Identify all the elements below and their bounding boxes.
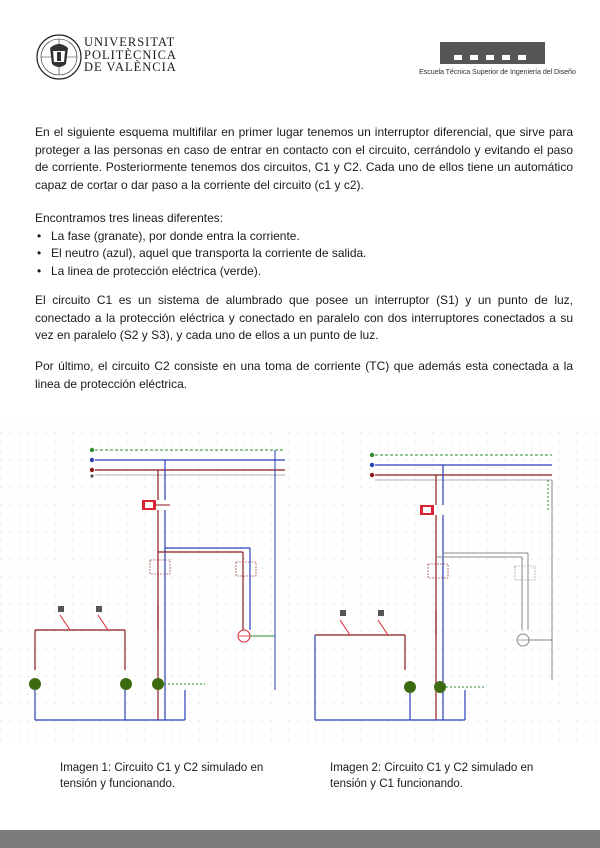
lines-intro: Encontramos tres lineas diferentes: <box>35 211 224 225</box>
list-item: • El neutro (azul), aquel que transporta la corriente de salida. <box>35 245 573 263</box>
school-name: Escuela Técnica Superior de Ingeniería del Diseño <box>419 67 576 76</box>
etsid-logo-icon <box>440 42 545 64</box>
university-line-3: DE VALÈNCIA <box>84 60 177 74</box>
caption-image-2: Imagen 2: Circuito C1 y C2 simulado en tensión y C1 funcionando. <box>330 762 534 790</box>
page-header <box>0 0 600 100</box>
paragraph-2 <box>35 210 573 280</box>
upv-seal-icon <box>36 34 82 80</box>
paragraph-1: En el siguiente esquema multifilar en primer lugar tenemos un interruptor diferencial, que sirve para proteger a las personas en caso de entrar en contacto con el circuito, cerrándolo y evitando el paso de corriente. Posteriormente tenemos dos circuitos, C1 y C2. Cada uno de ellos tiene un automático capaz de cortar o dar paso a la corriente del circuito (c1 y c2). <box>35 125 573 192</box>
university-name <box>84 36 194 74</box>
university-line-2: POLITÈCNICA <box>84 47 177 62</box>
lines-list <box>35 228 573 281</box>
footer-bar <box>0 830 600 848</box>
paragraph-4: Por último, el circuito C2 consiste en una toma de corriente (TC) que además esta conectada a la linea de protección eléctrica. <box>35 359 573 391</box>
university-line-1: UNIVERSITAT <box>84 35 176 49</box>
list-item: • La linea de protección eléctrica (verde). <box>35 263 573 281</box>
circuit-diagrams <box>0 420 600 745</box>
caption-image-1: Imagen 1: Circuito C1 y C2 simulado en tensión y funcionando. <box>60 762 264 790</box>
list-item: • La fase (granate), por donde entra la corriente. <box>35 228 573 246</box>
paragraph-3: El circuito C1 es un sistema de alumbrado que posee un interruptor (S1) y un punto de luz, conectado a la protección eléctrica y conectado en paralelo con dos interruptores conectados a su vez en paralelo (S2 y S3), y cada uno de ellos a un punto de luz. <box>35 293 573 343</box>
supply-terminals <box>370 453 374 477</box>
